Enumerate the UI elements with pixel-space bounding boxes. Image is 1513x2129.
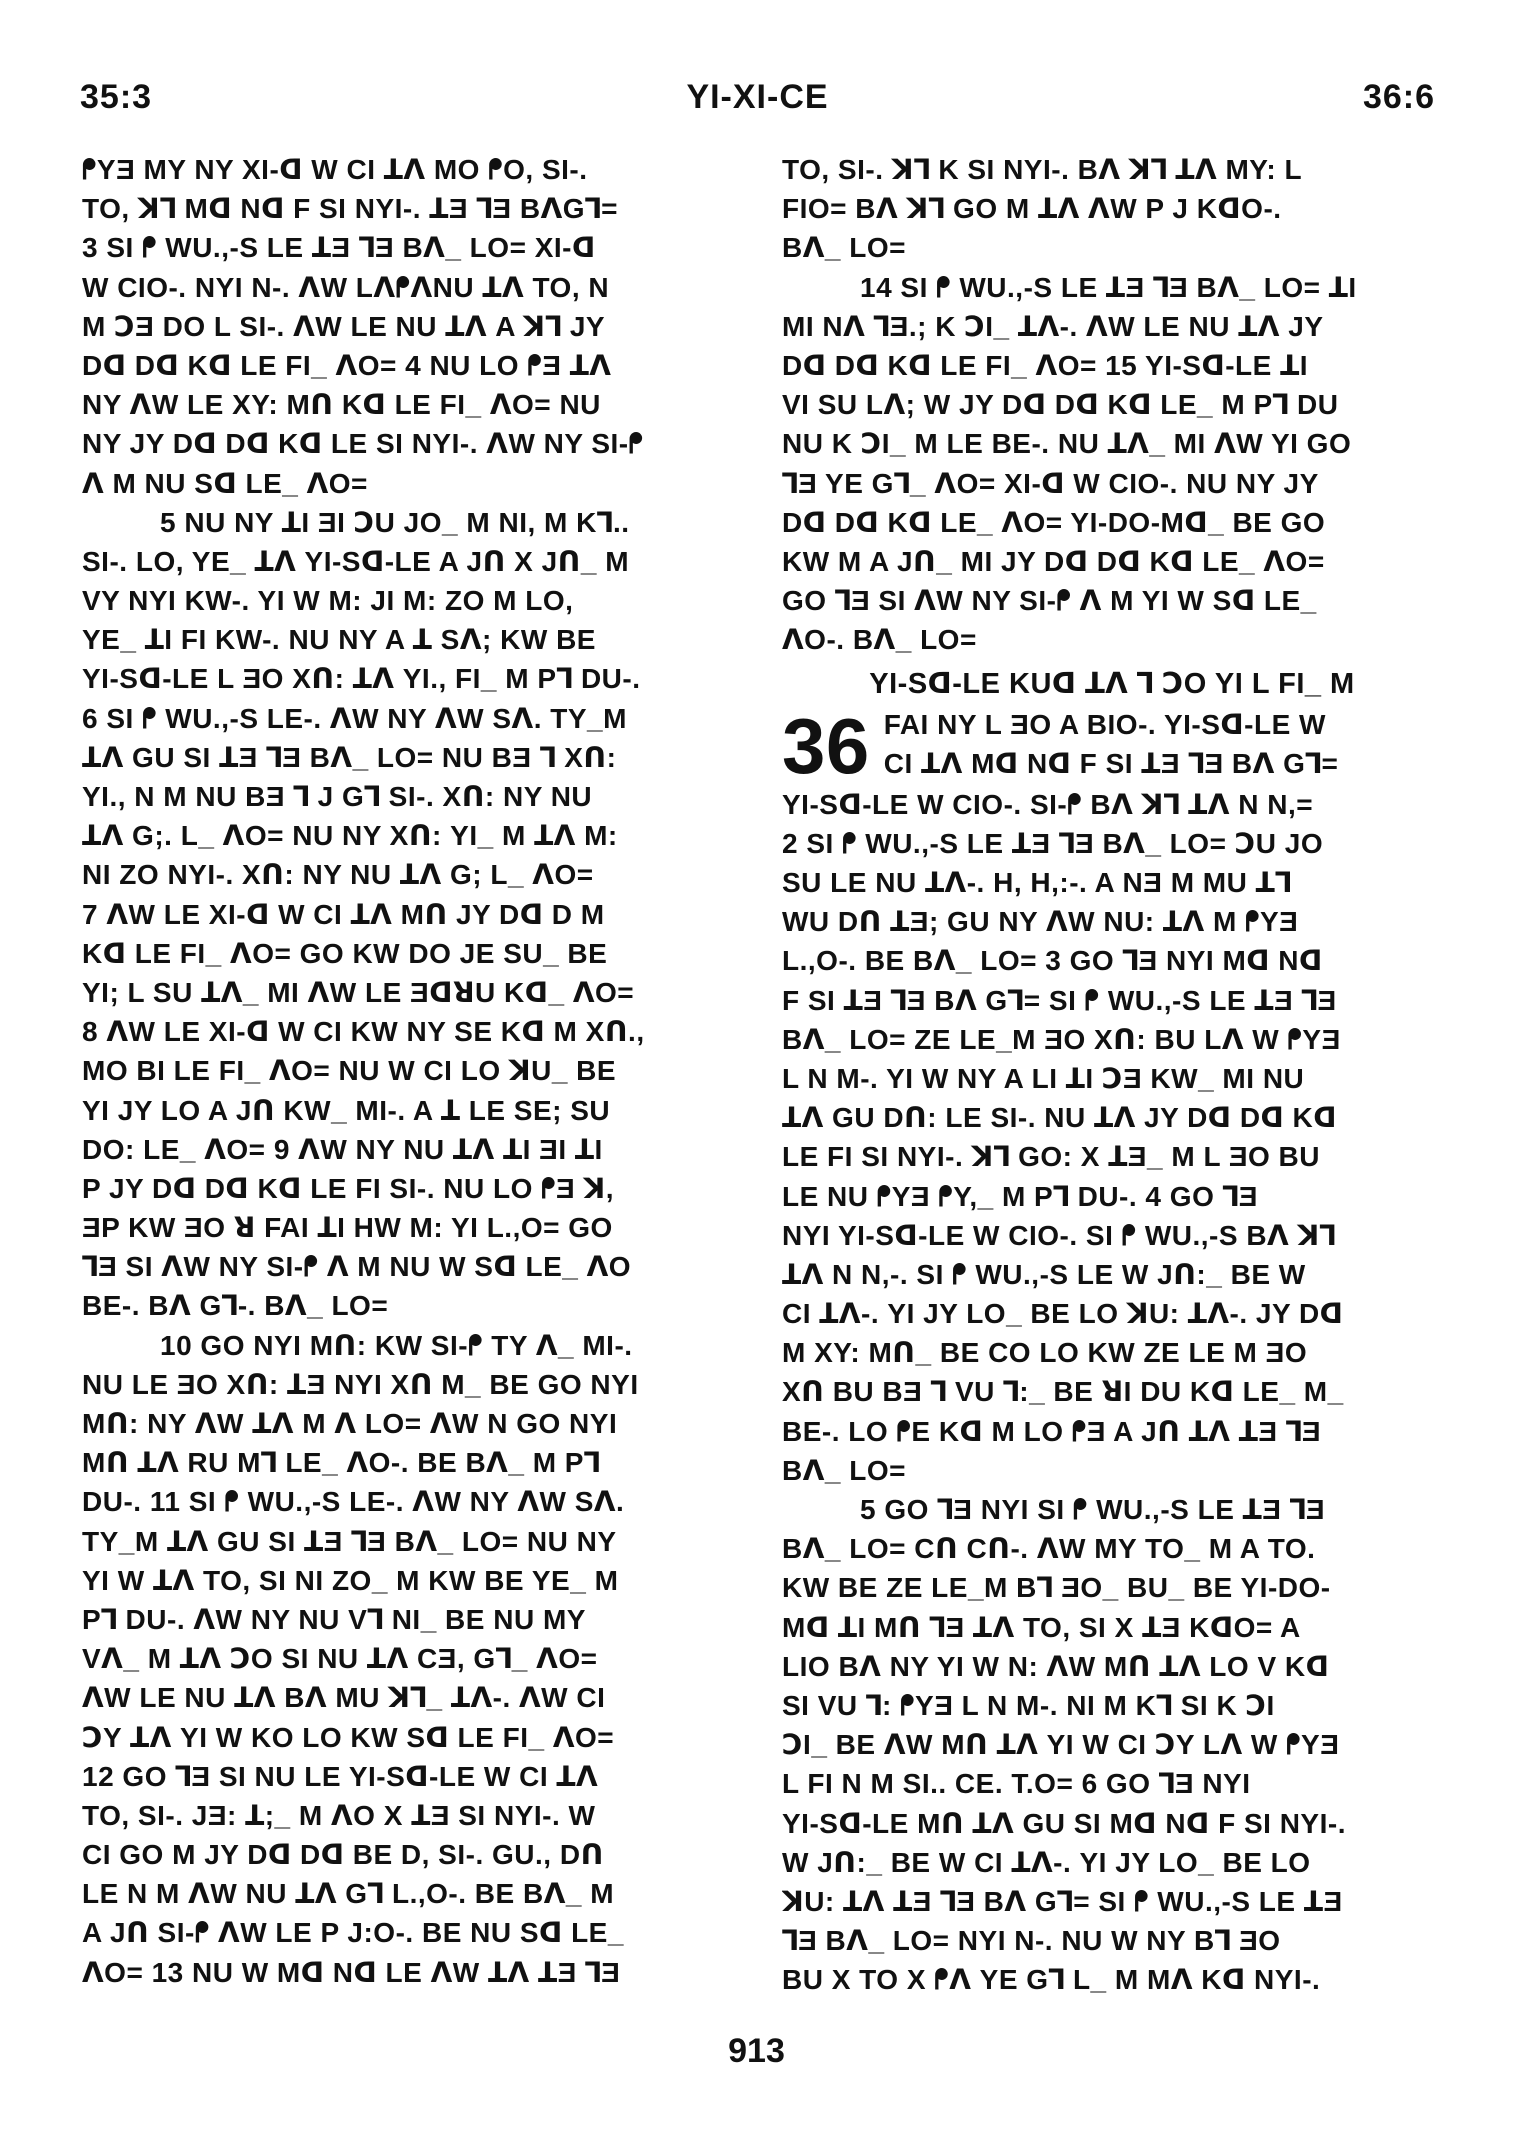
text-line: DO: LE_ ꓥO= 9 ꓥW NY NU ꓕꓥ ꓕI ƎI ꓕI xyxy=(82,1133,603,1165)
text-line: ꓕꓥ GU SI ꓕƎ ꓶƎ Bꓥ_ LO= NU BƎ ꓶ Xꓵ: xyxy=(82,741,617,773)
text-line: 14 SI ᖰ WU.,-S LE ꓕƎ ꓶƎ Bꓥ_ LO= ꓕI xyxy=(860,271,1357,303)
paragraph-verse-13-end xyxy=(782,150,1442,268)
text-line: Dꓷ Dꓷ Kꓷ LE FI_ ꓥO= 15 YI-Sꓷ-LE ꓕI xyxy=(782,349,1308,381)
text-line: SI-. LO, YE_ ꓕꓥ YI-Sꓷ-LE A Jꓵ X Jꓵ_ M xyxy=(82,545,630,577)
text-line: NU LE ƎO Xꓵ: ꓕƎ NYI Xꓵ M_ BE GO NYI xyxy=(82,1368,639,1400)
text-line: 6 SI ᖰ WU.,-S LE-. ꓥW NY ꓥW Sꓥ. TY_M xyxy=(82,702,627,734)
text-line: 8 ꓥW LE XI-ꓷ W CI KW NY SE Kꓷ M Xꓵ., xyxy=(82,1016,645,1048)
text-line: WU Dꓵ ꓕƎ; GU NY ꓥW NU: ꓕꓥ M ᖰYƎ xyxy=(782,906,1299,938)
text-line: L FI N M SI.. CE. T.O= 6 GO ꓶƎ NYI xyxy=(782,1768,1251,1800)
text-line: Mꓷ ꓕI Mꓵ ꓶƎ ꓕꓥ TO, SI X ꓕƎ KꓷO= A xyxy=(782,1611,1301,1643)
text-line: Bꓥ_ LO= ZE LE_M ƎO Xꓵ: BU Lꓥ W ᖰYƎ xyxy=(782,1023,1341,1055)
text-line: ꓕꓥ N N,-. SI ᖰ WU.,-S LE W Jꓵ:_ BE W xyxy=(782,1258,1306,1290)
text-line: YI; L SU ꓕꓥ_ MI ꓥW LE ƎꓷꓤU Kꓷ_ ꓥO= xyxy=(82,976,635,1008)
text-line: ꓥO= 13 NU W Mꓷ Nꓷ LE ꓥW ꓕꓥ ꓕƎ ꓶƎ xyxy=(82,1956,621,1988)
text-line: Bꓥ_ LO= Cꓵ Cꓵ-. ꓥW MY TO_ M A TO. xyxy=(782,1533,1316,1565)
text-line: TO, SI-. ꓘꓶ K SI NYI-. Bꓥ ꓘꓶ ꓕꓥ MY: L xyxy=(782,154,1303,185)
text-line: ꓶƎ Bꓥ_ LO= NYI N-. NU W NY Bꓶ ƎO xyxy=(782,1925,1281,1957)
header-book-title: YI-XI-CE xyxy=(686,78,829,116)
right-text-column xyxy=(782,150,1442,1999)
text-line: ꓘU: ꓕꓥ ꓕƎ ꓶƎ Bꓥ Gꓶ= SI ᖰ WU.,-S LE ꓕƎ xyxy=(782,1885,1343,1917)
text-line: LE N M ꓥW NU ꓕꓥ Gꓶ L.,O-. BE Bꓥ_ M xyxy=(82,1878,615,1910)
text-line: Mꓵ: NY ꓥW ꓕꓥ M ꓥ LO= ꓥW N GO NYI xyxy=(82,1408,618,1439)
paragraph-verse-5-9 xyxy=(82,503,732,1326)
text-line: Bꓥ_ LO= xyxy=(782,232,906,264)
text-line: L.,O-. BE Bꓥ_ LO= 3 GO ꓶƎ NYI Mꓷ Nꓷ xyxy=(782,945,1323,977)
text-line: P JY Dꓷ Dꓷ Kꓷ LE FI SI-. NU LO ᖰƎ ꓘ, xyxy=(82,1172,614,1204)
page-number: 913 xyxy=(728,2032,785,2070)
text-line: ƎP KW ƎO ꓤ FAI ꓕI HW M: YI L.,O= GO xyxy=(82,1212,613,1244)
text-line: Kꓷ LE FI_ ꓥO= GO KW DO JE SU_ BE xyxy=(82,937,608,969)
text-line: ꓛI_ BE ꓥW Mꓵ ꓕꓥ YI W CI ꓛY Lꓥ W ᖰYƎ xyxy=(782,1729,1340,1761)
text-line: FAI NY L ƎO A BIO-. YI-Sꓷ-LE W xyxy=(883,708,1326,740)
text-line: TO, SI-. JƎ: ꓕ;_ M ꓥO X ꓕƎ SI NYI-. W xyxy=(82,1799,596,1831)
header-left-reference: 35:3 xyxy=(80,78,153,116)
text-line: CI ꓕꓥ-. YI JY LO_ BE LO ꓘU: ꓕꓥ-. JY Dꓷ xyxy=(782,1298,1344,1330)
paragraph-verse-10-13 xyxy=(82,1326,732,1992)
text-line: 7 ꓥW LE XI-ꓷ W CI ꓕꓥ Mꓵ JY Dꓷ D M xyxy=(82,898,605,930)
text-line: YI., N M NU BƎ ꓶ J Gꓶ SI-. Xꓵ: NY NU xyxy=(82,781,593,812)
paragraph-verse-14-15 xyxy=(782,268,1442,660)
text-line: ꓶƎ SI ꓥW NY SI-ᖰ ꓥ M NU W Sꓷ LE_ ꓥO xyxy=(82,1251,632,1283)
text-line: ꓕꓥ G;. L_ ꓥO= NU NY Xꓵ: YI_ M ꓕꓥ M: xyxy=(82,820,618,852)
text-line: BE-. Bꓥ Gꓶ-. Bꓥ_ LO= xyxy=(82,1290,389,1322)
text-line: ᖰYƎ MY NY XI-ꓷ W CI ꓕꓥ MO ᖰO, SI-. xyxy=(82,154,588,185)
left-text-column xyxy=(82,150,732,1992)
text-line: YI-Sꓷ-LE W CIO-. SI-ᖰ Bꓥ ꓘꓶ ꓕꓥ N N,= xyxy=(782,788,1314,820)
text-line: NY JY Dꓷ Dꓷ Kꓷ LE SI NYI-. ꓥW NY SI-ᖰ xyxy=(82,428,644,460)
text-line: ꓥ M NU Sꓷ LE_ ꓥO= xyxy=(82,467,368,499)
text-line: NYI YI-Sꓷ-LE W CIO-. SI ᖰ WU.,-S Bꓥ ꓘꓶ xyxy=(782,1219,1336,1251)
text-line: Xꓵ BU BƎ ꓶ VU ꓶ:_ BE ꓤI DU Kꓷ LE_ M_ xyxy=(782,1376,1344,1408)
text-line: DU-. 11 SI ᖰ WU.,-S LE-. ꓥW NY ꓥW Sꓥ. xyxy=(82,1486,625,1518)
header-right-reference: 36:6 xyxy=(1362,78,1435,116)
text-line: NY ꓥW LE XY: Mꓵ Kꓷ LE FI_ ꓥO= NU xyxy=(82,389,601,421)
text-line: F SI ꓕƎ ꓶƎ Bꓥ Gꓶ= SI ᖰ WU.,-S LE ꓕƎ ꓶƎ xyxy=(782,984,1337,1016)
paragraph-verse-2-4 xyxy=(82,150,732,503)
text-line: ꓕꓥ GU Dꓵ: LE SI-. NU ꓕꓥ JY Dꓷ Dꓷ Kꓷ xyxy=(782,1102,1338,1134)
text-line: W CIO-. NYI N-. ꓥW LꓥᖰꓥNU ꓕꓥ TO, N xyxy=(82,271,610,303)
text-line: KW BE ZE LE_M Bꓶ ƎO_ BU_ BE YI-DO- xyxy=(782,1572,1331,1604)
text-line: 2 SI ᖰ WU.,-S LE ꓕƎ ꓶƎ Bꓥ_ LO= ꓛU JO xyxy=(782,827,1324,859)
text-line: 5 GO ꓶƎ NYI SI ᖰ WU.,-S LE ꓕƎ ꓶƎ xyxy=(860,1494,1326,1525)
text-line: YI-Sꓷ-LE Mꓵ ꓕꓥ GU SI Mꓷ Nꓷ F SI NYI-. xyxy=(782,1807,1346,1839)
text-line: NU K ꓛI_ M LE BE-. NU ꓕꓥ_ MI ꓥW YI GO xyxy=(782,428,1352,460)
text-line: ꓥW LE NU ꓕꓥ Bꓥ MU ꓘꓶ_ ꓕꓥ-. ꓥW CI xyxy=(82,1682,606,1714)
text-line: 3 SI ᖰ WU.,-S LE ꓕƎ ꓶƎ Bꓥ_ LO= XI-ꓷ xyxy=(82,232,596,264)
text-line: Pꓶ DU-. ꓥW NY NU Vꓶ NI_ BE NU MY xyxy=(82,1603,586,1635)
text-line: SI VU ꓶ: ᖰYƎ L N M-. NI M Kꓶ SI K ꓛI xyxy=(782,1689,1275,1721)
text-line: Dꓷ Dꓷ Kꓷ LE_ ꓥO= YI-DO-Mꓷ_ BE GO xyxy=(782,506,1326,538)
text-line: KW M A Jꓵ_ MI JY Dꓷ Dꓷ Kꓷ LE_ ꓥO= xyxy=(782,545,1325,577)
chapter-36-opening xyxy=(782,701,1442,1490)
text-line: VI SU Lꓥ; W JY Dꓷ Dꓷ Kꓷ LE_ M Pꓶ DU xyxy=(782,389,1339,421)
text-line: 12 GO ꓶƎ SI NU LE YI-Sꓷ-LE W CI ꓕꓥ xyxy=(82,1760,599,1792)
text-line: YI W ꓕꓥ TO, SI NI ZO_ M KW BE YE_ M xyxy=(82,1564,619,1596)
text-line: A Jꓵ SI-ᖰ ꓥW LE P J:O-. BE NU Sꓷ LE_ xyxy=(82,1917,624,1949)
text-line: LIO Bꓥ NY YI W N: ꓥW Mꓵ ꓕꓥ LO V Kꓷ xyxy=(782,1650,1330,1682)
text-line: ꓶƎ YE Gꓶ_ ꓥO= XI-ꓷ W CIO-. NU NY JY xyxy=(782,467,1319,499)
text-line: NI ZO NYI-. Xꓵ: NY NU ꓕꓥ G; L_ ꓥO= xyxy=(82,859,594,891)
text-line: Dꓷ Dꓷ Kꓷ LE FI_ ꓥO= 4 NU LO ᖰƎ ꓕꓥ xyxy=(82,349,612,381)
text-line: Vꓥ_ M ꓕꓥ ꓛO SI NU ꓕꓥ CƎ, Gꓶ_ ꓥO= xyxy=(82,1643,598,1675)
text-line: L N M-. YI W NY A LI ꓕI ꓛƎ KW_ MI NU xyxy=(782,1062,1305,1094)
text-line: ꓛY ꓕꓥ YI W KO LO KW Sꓷ LE FI_ ꓥO= xyxy=(82,1721,615,1753)
running-header xyxy=(80,78,1435,128)
text-line: BE-. LO ᖰE Kꓷ M LO ᖰƎ A Jꓵ ꓕꓥ ꓕƎ ꓶƎ xyxy=(782,1415,1322,1447)
section-heading: YI-Sꓷ-LE KUꓷ ꓕꓥ ꓶ ꓛO YI L FI_ M xyxy=(869,668,1355,701)
text-line: W Jꓵ:_ BE W CI ꓕꓥ-. YI JY LO_ BE LO xyxy=(782,1846,1311,1878)
text-line: YI-Sꓷ-LE L ƎO Xꓵ: ꓕꓥ YI., FI_ M Pꓶ DU-. xyxy=(82,663,641,695)
text-line: FIO= Bꓥ ꓘꓶ GO M ꓕꓥ ꓥW P J KꓷO-. xyxy=(782,193,1282,225)
text-line: MI Nꓥ ꓶƎ.; K ꓛI_ ꓕꓥ-. ꓥW LE NU ꓕꓥ JY xyxy=(782,310,1324,342)
text-line: M XY: Mꓵ_ BE CO LO KW ZE LE M ƎO xyxy=(782,1337,1308,1369)
text-line: M ꓛƎ DO L SI-. ꓥW LE NU ꓕꓥ A ꓘꓶ JY xyxy=(82,310,606,342)
text-line: ꓥO-. Bꓥ_ LO= xyxy=(782,624,977,656)
text-line: 10 GO NYI Mꓵ: KW SI-ᖰ TY ꓥ_ MI-. xyxy=(160,1329,633,1361)
text-line: TO, ꓘꓶ Mꓷ Nꓷ F SI NYI-. ꓕƎ ꓶƎ BꓥGꓶ= xyxy=(82,193,619,225)
text-line: BU X TO X ᖰꓥ YE Gꓶ L_ M Mꓥ Kꓷ NYI-. xyxy=(782,1964,1321,1996)
text-line: Mꓵ ꓕꓥ RU Mꓶ LE_ ꓥO-. BE Bꓥ_ M Pꓶ xyxy=(82,1447,601,1479)
text-line: CI ꓕꓥ Mꓷ Nꓷ F SI ꓕƎ ꓶƎ Bꓥ Gꓶ= xyxy=(883,747,1339,779)
text-line: YI JY LO A Jꓵ KW_ MI-. A ꓕ LE SE; SU xyxy=(82,1094,611,1126)
text-line: MO BI LE FI_ ꓥO= NU W CI LO ꓘU_ BE xyxy=(82,1055,617,1087)
text-line: LE FI SI NYI-. ꓘꓶ GO: X ꓕƎ_ M L ƎO BU xyxy=(782,1141,1320,1173)
text-line: TY_M ꓕꓥ GU SI ꓕƎ ꓶƎ Bꓥ_ LO= NU NY xyxy=(82,1525,617,1557)
text-line: Bꓥ_ LO= xyxy=(782,1454,906,1486)
chapter-number: 36 xyxy=(782,701,870,790)
text-line: CI GO M JY Dꓷ Dꓷ BE D, SI-. GU., Dꓵ xyxy=(82,1839,604,1871)
text-line: 5 NU NY ꓕI ƎI ꓛU JO_ M NI, M Kꓶ.. xyxy=(160,506,630,538)
text-line: VY NYI KW-. YI W M: JI M: ZO M LO, xyxy=(82,585,574,617)
paragraph-verse-5-6 xyxy=(782,1490,1442,1999)
text-line: GO ꓶƎ SI ꓥW NY SI-ᖰ ꓥ M YI W Sꓷ LE_ xyxy=(782,585,1317,617)
text-line: SU LE NU ꓕꓥ-. H, H,:-. A NƎ M MU ꓕꓶ xyxy=(782,867,1292,898)
text-line: YE_ ꓕI FI KW-. NU NY A ꓕ Sꓥ; KW BE xyxy=(82,624,596,656)
text-line: LE NU ᖰYƎ ᖰY,_ M Pꓶ DU-. 4 GO ꓶƎ xyxy=(782,1180,1258,1212)
